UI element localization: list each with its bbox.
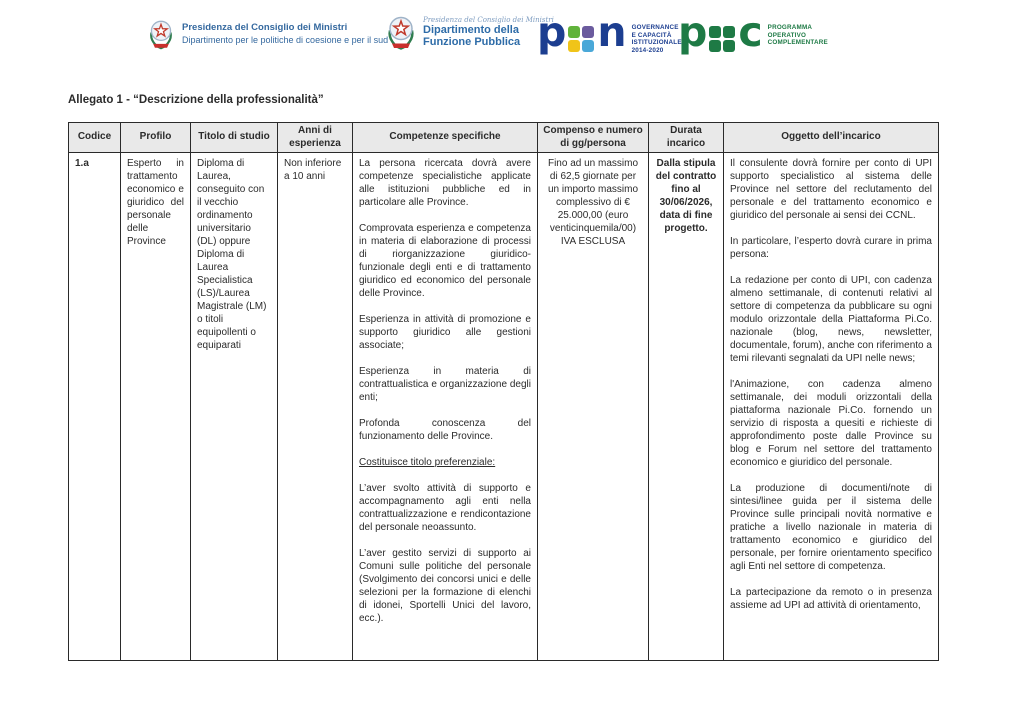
paragraph: Costituisce titolo preferenziale:: [359, 457, 496, 468]
paragraph: L’aver svolto attività di supporto e accompagnamento agli enti nella contrattualizzazione e rendicontazione del personale neoassunto.: [359, 483, 531, 533]
paragraph: La redazione per conto di UPI, con cadenza almeno settimanale, di contenuti relativi al settore di competenza da pubblicare su ogni modulo orizzontale della Piattaforma Pi.Co. nazionale (blog, news, newsletter, documentale, forum), anche con riferimento a temi rilevanti segnalati da UPI nelle news;: [730, 275, 932, 364]
pon-letter-p: p: [537, 8, 566, 56]
cell-competenze-specifiche: [353, 153, 538, 661]
table-header-row: [69, 123, 939, 153]
paragraph: La produzione di documenti/note di sintesi/linee guida per il sistema delle Province sulle principali novità normative e pratiche a livello nazionale in materia di trattamento economico e giuridico del personale, per fornire orientamento specifico agli Enti nel settore di competenza.: [730, 483, 932, 572]
logo-poc: [678, 8, 828, 56]
pcm-title: Presidenza del Consiglio dei Ministri: [182, 22, 348, 33]
italy-emblem-icon: [386, 11, 416, 56]
poc-letter-p: p: [678, 8, 707, 56]
header-competenze-specifiche: Competenze specifiche: [353, 123, 538, 153]
poc-caption: PROGRAMMA OPERATIVO COMPLEMENTARE: [767, 24, 828, 47]
logo-pon: [537, 8, 682, 56]
cell-compenso: Fino ad un massimo di 62,5 giornate per un importo massimo complessivo di € 25.000,00 (euro venticinquemila/00) IVA ESCLUSA: [538, 153, 649, 661]
italy-emblem-icon: [148, 16, 174, 55]
pcm-subtitle: Dipartimento per le politiche di coesione e per il sud: [182, 35, 389, 45]
paragraph: l'Animazione, con cadenza almeno settimanale, dei moduli orizzontali della piattaforma nazionale Pi.Co. fornendo un servizio di risposta a quesiti e richieste di approfondimento poste dalle Province su blog e Forum nel settore del trattamento economico e giuridico del personale.: [730, 379, 932, 468]
paragraph: La persona ricercata dovrà avere competenze specialistiche applicate alle istituzioni pubbliche ed in particolare alle Province.: [359, 158, 531, 208]
logo-pcm-coesione: [148, 16, 388, 55]
paragraph: La partecipazione da remoto o in presenza assieme ad UPI ad attività di orientamento,: [730, 587, 932, 611]
paragraph: L’aver gestito servizi di supporto ai Comuni sulle politiche del personale (Svolgimento dei concorsi unici e delle selezioni per la formazione di elenchi di idonei, Sportelli Unici del lavoro, ecc.).: [359, 548, 531, 624]
fp-script-line: Presidenza del Consiglio dei Ministri: [423, 16, 554, 24]
paragraph: Profonda conoscenza del funzionamento delle Province.: [359, 418, 531, 442]
page-title: Allegato 1 - “Descrizione della professionalità”: [68, 94, 324, 106]
cell-codice: 1.a: [69, 153, 121, 661]
header-profilo: Profilo: [121, 123, 191, 153]
header-codice: Codice: [69, 123, 121, 153]
cell-anni-esperienza: Non inferiore a 10 anni: [278, 153, 353, 661]
pon-letter-n: n: [597, 8, 626, 56]
header-durata-incarico: Durata incarico: [649, 123, 724, 153]
cell-durata-incarico: Dalla stipula del contratto fino al 30/06/2026, data di fine progetto.: [649, 153, 724, 661]
paragraph: In particolare, l’esperto dovrà curare in prima persona:: [730, 236, 932, 260]
poc-squares-icon: [709, 26, 735, 52]
poc-letter-c: c: [738, 8, 762, 56]
fp-title-line1: Dipartimento della: [423, 24, 519, 36]
cell-profilo: Esperto in trattamento economico e giuridico del personale delle Province: [121, 153, 191, 661]
header-compenso: Compenso e numero di gg/persona: [538, 123, 649, 153]
pon-squares-icon: [568, 26, 594, 52]
paragraph: Comprovata esperienza e competenza in materia di elaborazione di processi di riorganizzazione giuridico-funzionale degli enti e di trattamento giuridico ed economico del personale delle Province.: [359, 223, 531, 299]
table-row: [69, 153, 939, 661]
fp-title-line2: Funzione Pubblica: [423, 36, 521, 48]
header-titolo-di-studio: Titolo di studio: [191, 123, 278, 153]
paragraph: Esperienza in materia di contrattualistica e organizzazione degli enti;: [359, 366, 531, 403]
professionalita-table: [68, 122, 939, 661]
logo-funzione-pubblica: [386, 11, 554, 56]
cell-titolo-di-studio: Diploma di Laurea, conseguito con il vecchio ordinamento universitario (DL) oppure Diploma di Laurea Specialistica (LS)/Laurea Magistrale (LM) o titoli equipollenti o equiparati: [191, 153, 278, 661]
pon-caption: GOVERNANCE E CAPACITÀ ISTITUZIONALE 2014-2020: [631, 24, 682, 54]
paragraph: Il consulente dovrà fornire per conto di UPI supporto specialistico al sistema delle Province nel settore del reclutamento del personale e del trattamento economico e giuridico del personale ai sensi dei CCNL.: [730, 158, 932, 221]
cell-oggetto-incarico: [724, 153, 939, 661]
header-anni-esperienza: Anni di esperienza: [278, 123, 353, 153]
header-oggetto-incarico: Oggetto dell’incarico: [724, 123, 939, 153]
paragraph: Esperienza in attività di promozione e supporto giuridico alle gestioni associate;: [359, 314, 531, 351]
